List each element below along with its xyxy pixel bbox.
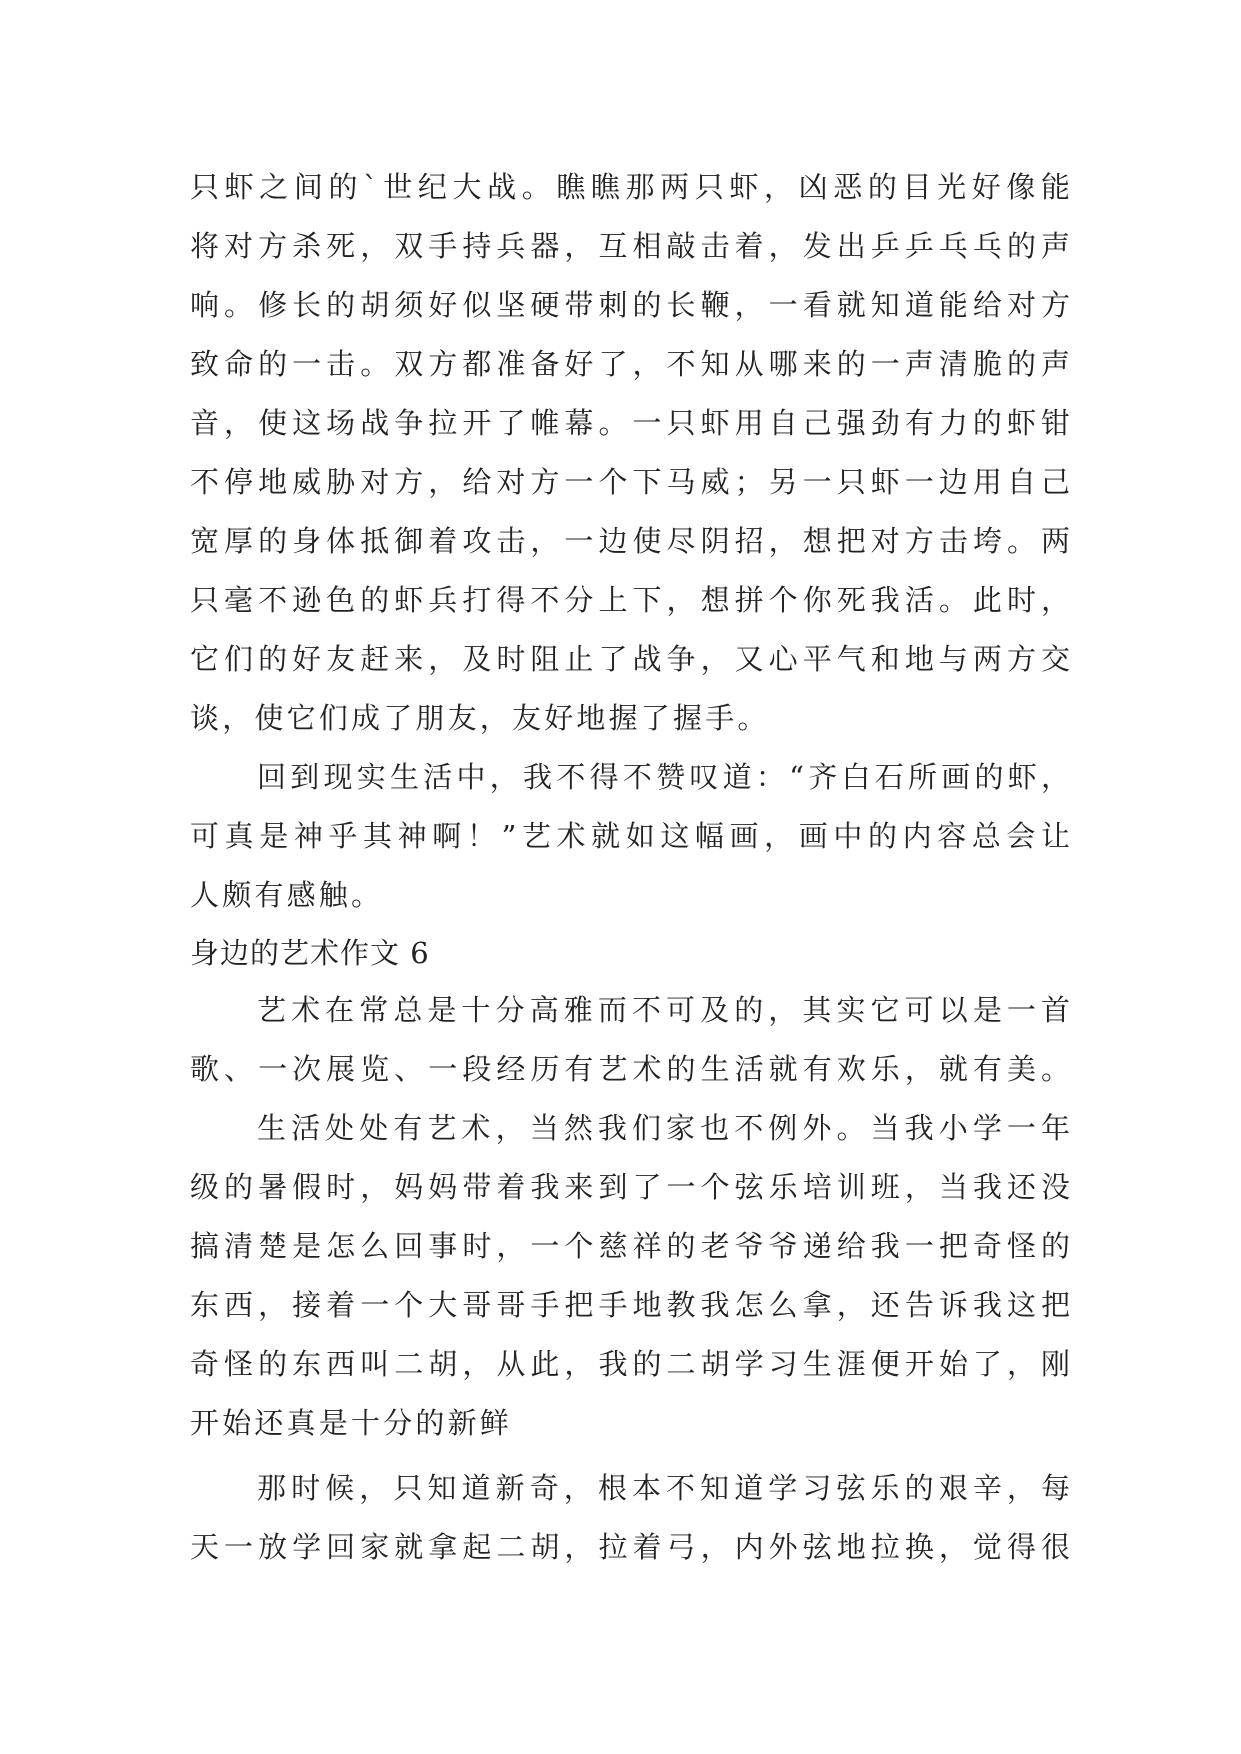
text-line: 响。修长的胡须好似坚硬带刺的长鞭，一看就知道能给对方 — [190, 288, 1070, 322]
text-line: 致命的一击。双方都准备好了，不知从哪来的一声清脆的声 — [190, 347, 1070, 381]
text-line: 只虾之间的`世纪大战。瞧瞧那两只虾，凶恶的目光好像能 — [190, 170, 1070, 204]
text-line: 只毫不逊色的虾兵打得不分上下，想拼个你死我活。此时， — [190, 583, 1070, 617]
text-line: 搞清楚是怎么回事时，一个慈祥的老爷爷递给我一把奇怪的 — [190, 1229, 1070, 1263]
text-line: 将对方杀死，双手持兵器，互相敲击着，发出乒乒乓乓的声 — [190, 229, 1070, 263]
paragraph-shrimp-battle — [190, 158, 1070, 748]
text-line: 奇怪的东西叫二胡，从此，我的二胡学习生涯便开始了，刚 — [190, 1347, 1070, 1381]
text-line: 艺术在常总是十分高雅而不可及的，其实它可以是一首 — [257, 993, 1070, 1027]
paragraph-erhu-start — [190, 1099, 1070, 1453]
text-line: 音，使这场战争拉开了帷幕。一只虾用自己强劲有力的虾钳 — [190, 406, 1070, 440]
paragraph-back-to-reality — [190, 748, 1070, 925]
text-line: 开始还真是十分的新鲜 — [190, 1406, 513, 1440]
text-line: 可真是神乎其神啊！”艺术就如这幅画，画中的内容总会让 — [190, 819, 1070, 853]
text-line: 东西，接着一个大哥哥手把手地教我怎么拿，还告诉我这把 — [190, 1288, 1070, 1322]
text-line: 回到现实生活中，我不得不赞叹道：“齐白石所画的虾， — [257, 760, 1070, 794]
text-line: 它们的好友赶来，及时阻止了战争，又心平气和地与两方交 — [190, 642, 1070, 676]
text-line: 天一放学回家就拿起二胡，拉着弓，内外弦地拉换，觉得很 — [190, 1530, 1070, 1564]
essay-heading: 身边的艺术作文 6 — [190, 936, 430, 970]
text-line: 不停地威胁对方，给对方一个下马威；另一只虾一边用自己 — [190, 465, 1070, 499]
text-line: 级的暑假时，妈妈带着我来到了一个弦乐培训班，当我还没 — [190, 1170, 1070, 1204]
paragraph-practice — [190, 1459, 1070, 1577]
text-line: 宽厚的身体抵御着攻击，一边使尽阴招，想把对方击垮。两 — [190, 524, 1070, 558]
text-line: 谈，使它们成了朋友，友好地握了握手。 — [190, 701, 770, 735]
text-line: 那时候，只知道新奇，根本不知道学习弦乐的艰辛，每 — [257, 1471, 1070, 1505]
document-page — [190, 158, 1070, 1577]
text-line: 人颇有感触。 — [190, 878, 384, 912]
text-line: 歌、一次展览、一段经历有艺术的生活就有欢乐，就有美。 — [190, 1052, 1070, 1086]
text-line: 生活处处有艺术，当然我们家也不例外。当我小学一年 — [257, 1111, 1070, 1145]
paragraph-art-intro — [190, 981, 1070, 1099]
